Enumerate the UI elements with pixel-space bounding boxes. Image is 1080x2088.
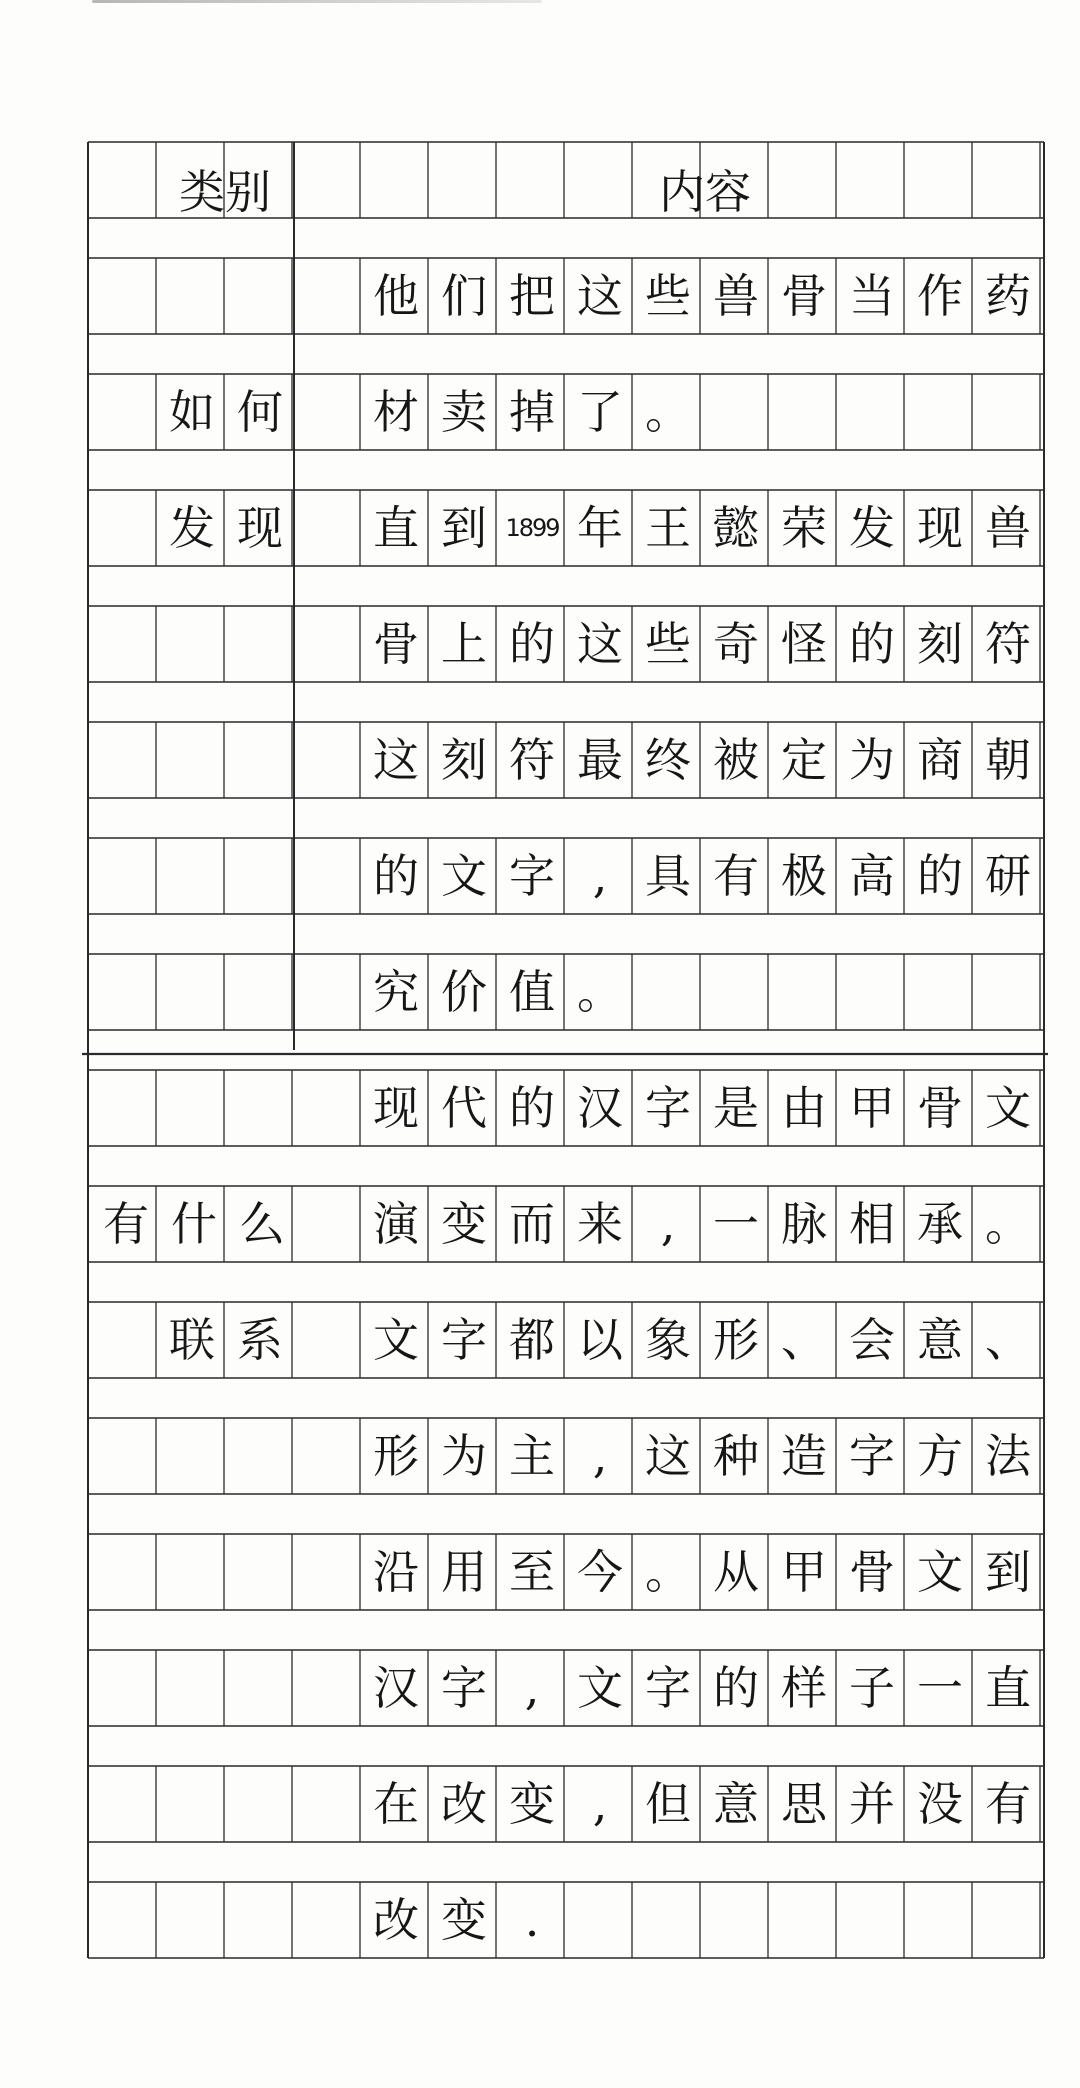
content-char: 演: [373, 1197, 419, 1251]
content-char: 年: [577, 501, 623, 555]
content-char: 骨: [781, 269, 827, 323]
content-char: 这: [577, 269, 623, 323]
content-char: 研: [985, 849, 1031, 903]
content-char: 骨: [917, 1081, 963, 1135]
content-char: 汉: [577, 1081, 623, 1135]
content-char: 文: [441, 849, 487, 903]
content-char: 但: [645, 1777, 691, 1831]
content-char: 文: [985, 1081, 1031, 1135]
content-char: 刻: [917, 617, 963, 671]
content-char: 直: [373, 501, 419, 555]
content-char: 的: [509, 1081, 555, 1135]
content-char: 有: [713, 849, 759, 903]
content-char: 意: [713, 1777, 759, 1831]
content-char: 象: [645, 1313, 691, 1367]
content-char: 造: [781, 1429, 827, 1483]
content-char: ,: [592, 1777, 608, 1831]
content-char: 的: [373, 849, 419, 903]
label-char: 何: [237, 385, 283, 439]
content-char: 终: [645, 733, 691, 787]
content-char: 一: [713, 1197, 759, 1251]
label-char: 联: [169, 1313, 215, 1367]
content-char: 最: [577, 733, 623, 787]
content-char: 字: [441, 1661, 487, 1715]
content-char: 极: [781, 849, 827, 903]
content-char: 样: [781, 1661, 827, 1715]
content-char: 有: [985, 1777, 1031, 1831]
content-char: 骨: [373, 617, 419, 671]
content-char: 。: [645, 385, 691, 439]
content-char: 商: [917, 733, 963, 787]
content-char: 字: [509, 849, 555, 903]
content-char: 些: [645, 269, 691, 323]
content-char: 荣: [781, 501, 827, 555]
content-char: 思: [781, 1777, 827, 1831]
content-char: 掉: [509, 385, 555, 439]
content-char: 的: [917, 849, 963, 903]
content-char: 材: [373, 385, 419, 439]
content-char: 至: [509, 1545, 555, 1599]
content-char: ,: [660, 1197, 676, 1251]
content-char: 被: [713, 733, 759, 787]
content-char: 子: [849, 1661, 895, 1715]
content-char: 甲: [781, 1545, 827, 1599]
content-char: 朝: [985, 733, 1031, 787]
content-char: 价: [441, 965, 487, 1019]
content-char: 来: [577, 1197, 623, 1251]
content-char: 从: [713, 1545, 759, 1599]
header-category-label: 类别: [179, 165, 271, 219]
content-char: 变: [441, 1893, 487, 1947]
content-char: 懿: [713, 501, 759, 555]
content-char: 刻: [441, 733, 487, 787]
content-char: 字: [849, 1429, 895, 1483]
content-char: 直: [985, 1661, 1031, 1715]
content-char: 变: [441, 1197, 487, 1251]
content-char: .: [524, 1893, 540, 1947]
content-char: 。: [985, 1197, 1031, 1251]
content-char: 上: [441, 617, 487, 671]
label-char: 什: [171, 1197, 217, 1251]
label-char: 如: [169, 385, 215, 439]
content-char: 到: [441, 501, 487, 555]
content-char: 这: [645, 1429, 691, 1483]
content-char: 高: [849, 849, 895, 903]
label-char: 发: [169, 501, 215, 555]
content-char: 他: [373, 269, 419, 323]
content-char: 把: [509, 269, 555, 323]
content-char: 兽: [713, 269, 759, 323]
content-char: 字: [645, 1081, 691, 1135]
content-char: 的: [849, 617, 895, 671]
content-char: 意: [917, 1313, 963, 1367]
content-char: 为: [441, 1429, 487, 1483]
label-char: 么: [239, 1197, 285, 1251]
content-char: 药: [985, 269, 1031, 323]
content-char: 法: [985, 1429, 1031, 1483]
content-char: 为: [849, 733, 895, 787]
header-content-label: 内容: [659, 165, 751, 219]
content-char: 由: [781, 1081, 827, 1135]
content-char: 骨: [849, 1545, 895, 1599]
content-char: 值: [509, 965, 555, 1019]
content-char: 形: [713, 1313, 759, 1367]
content-char: 都: [509, 1313, 555, 1367]
content-char: 并: [849, 1777, 895, 1831]
content-char: 用: [441, 1545, 487, 1599]
content-char: 了: [577, 385, 623, 439]
content-char: 是: [713, 1081, 759, 1135]
label-char: 有: [103, 1197, 149, 1251]
content-char: 发: [849, 501, 895, 555]
content-char: 汉: [373, 1661, 419, 1715]
content-char: 方: [917, 1429, 963, 1483]
content-char: 形: [373, 1429, 419, 1483]
content-char: 的: [713, 1661, 759, 1715]
content-char: 文: [577, 1661, 623, 1715]
content-char: 主: [509, 1429, 555, 1483]
content-char: 。: [577, 965, 623, 1019]
content-char: 符: [985, 617, 1031, 671]
content-char: 字: [645, 1661, 691, 1715]
content-char: 。: [645, 1545, 691, 1599]
content-char: 们: [441, 269, 487, 323]
content-char: 脉: [781, 1197, 827, 1251]
content-char: 会: [849, 1313, 895, 1367]
content-char: 代: [441, 1081, 487, 1135]
content-char: ,: [592, 849, 608, 903]
content-char: 而: [509, 1197, 555, 1251]
label-char: 系: [237, 1313, 283, 1367]
content-char: 兽: [985, 501, 1031, 555]
content-char: 卖: [441, 385, 487, 439]
content-char: 奇: [713, 617, 759, 671]
content-char: 文: [373, 1313, 419, 1367]
content-char: 改: [373, 1893, 419, 1947]
content-char: 一: [917, 1661, 963, 1715]
content-char: 作: [917, 269, 963, 323]
content-char: 没: [917, 1777, 963, 1831]
content-char: 符: [509, 733, 555, 787]
content-char: 、: [781, 1313, 827, 1367]
content-char: 当: [849, 269, 895, 323]
content-char: 承: [917, 1197, 963, 1251]
content-char: 、: [985, 1313, 1031, 1367]
content-char: 字: [441, 1313, 487, 1367]
content-char: 现: [373, 1081, 419, 1135]
content-char: 怪: [781, 617, 827, 671]
content-char: ,: [524, 1661, 540, 1715]
content-char: 定: [781, 733, 827, 787]
content-char: ,: [592, 1429, 608, 1483]
content-char: 以: [577, 1313, 623, 1367]
content-char: 这: [577, 617, 623, 671]
content-char: 改: [441, 1777, 487, 1831]
content-char: 现: [917, 501, 963, 555]
content-char: 些: [645, 617, 691, 671]
content-char: 在: [373, 1777, 419, 1831]
content-char: 到: [985, 1545, 1031, 1599]
content-char: 变: [509, 1777, 555, 1831]
content-char: 1899: [505, 514, 559, 542]
content-char: 沿: [373, 1545, 419, 1599]
content-char: 文: [917, 1545, 963, 1599]
content-char: 王: [645, 501, 691, 555]
content-char: 甲: [849, 1081, 895, 1135]
label-char: 现: [237, 501, 283, 555]
content-char: 这: [373, 733, 419, 787]
content-char: 相: [849, 1197, 895, 1251]
content-char: 种: [713, 1429, 759, 1483]
content-char: 具: [645, 849, 691, 903]
content-char: 的: [509, 617, 555, 671]
content-char: 究: [373, 965, 419, 1019]
content-char: 今: [577, 1545, 623, 1599]
